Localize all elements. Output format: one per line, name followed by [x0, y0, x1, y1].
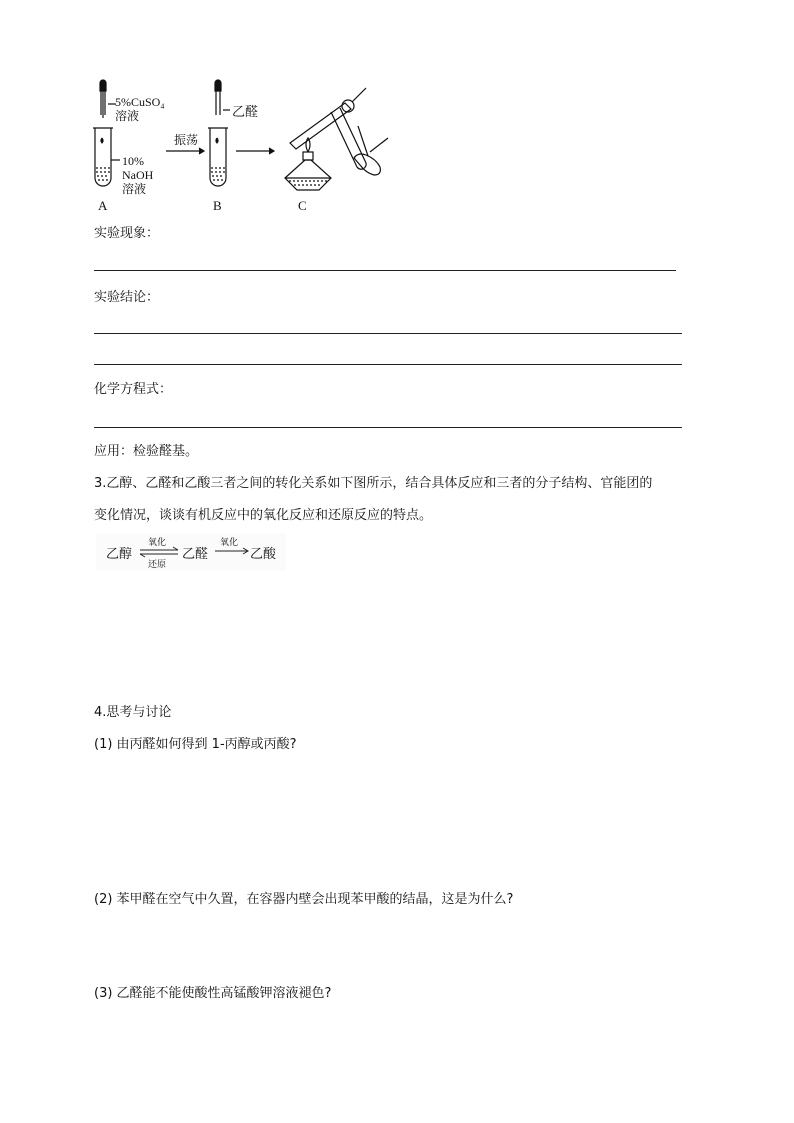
- section-4-title: 4.思考与讨论: [94, 705, 172, 720]
- question-4-2: (2) 苯甲醛在空气中久置，在容器内壁会出现苯甲酸的结晶，这是为什么?: [94, 892, 514, 907]
- conclusion-label: 实验结论：: [94, 290, 160, 305]
- experiment-figure: [90, 78, 410, 218]
- setup-c-label: C: [298, 198, 307, 213]
- conclusion-answer-line-2[interactable]: [94, 364, 682, 365]
- naoh-label-1: 10%: [122, 154, 144, 168]
- question-4-3: (3) 乙醛能不能使酸性高锰酸钾溶液褪色?: [94, 986, 332, 1001]
- tube-b-label: B: [213, 198, 222, 213]
- cuso4-unit-label: 溶液: [115, 109, 140, 123]
- conclusion-answer-line-1[interactable]: [94, 333, 682, 334]
- question-3-text-line-1: 3.乙醇、乙醛和乙酸三者之间的转化关系如下图所示，结合具体反应和三者的分子结构、官能团的: [94, 476, 653, 491]
- question-3-text-line-2: 变化情况，谈谈有机反应中的氧化反应和还原反应的特点。: [94, 508, 433, 523]
- naoh-label-3: 溶液: [122, 182, 147, 196]
- shake-label: 振荡: [174, 133, 199, 147]
- oxidation-arrow: [214, 547, 250, 555]
- acetaldehyde-label: 乙醛: [182, 547, 209, 562]
- conversion-scheme: [96, 533, 286, 571]
- ethanol-label: 乙醇: [106, 547, 133, 562]
- equation-answer-line[interactable]: [94, 427, 682, 428]
- observation-answer-line[interactable]: [94, 270, 676, 271]
- oxidation-label-1: 氧化: [148, 538, 167, 548]
- naoh-label-2: NaOH: [122, 168, 154, 182]
- cuso4-label: 5%CuSO₄: [115, 95, 165, 109]
- application-text: 应用：检验醛基。: [94, 444, 199, 459]
- reduction-label: 还原: [148, 560, 167, 570]
- oxidation-label-2: 氧化: [220, 538, 239, 548]
- observation-label: 实验现象：: [94, 226, 160, 241]
- question-4-1: (1) 由丙醛如何得到 1-丙醇或丙酸?: [94, 737, 297, 752]
- aldehyde-label: 乙醛: [232, 104, 259, 119]
- acetic-acid-label: 乙酸: [250, 547, 277, 562]
- equation-label: 化学方程式：: [94, 382, 173, 397]
- tube-a-label: A: [98, 198, 108, 213]
- equilibrium-arrows: [138, 546, 180, 558]
